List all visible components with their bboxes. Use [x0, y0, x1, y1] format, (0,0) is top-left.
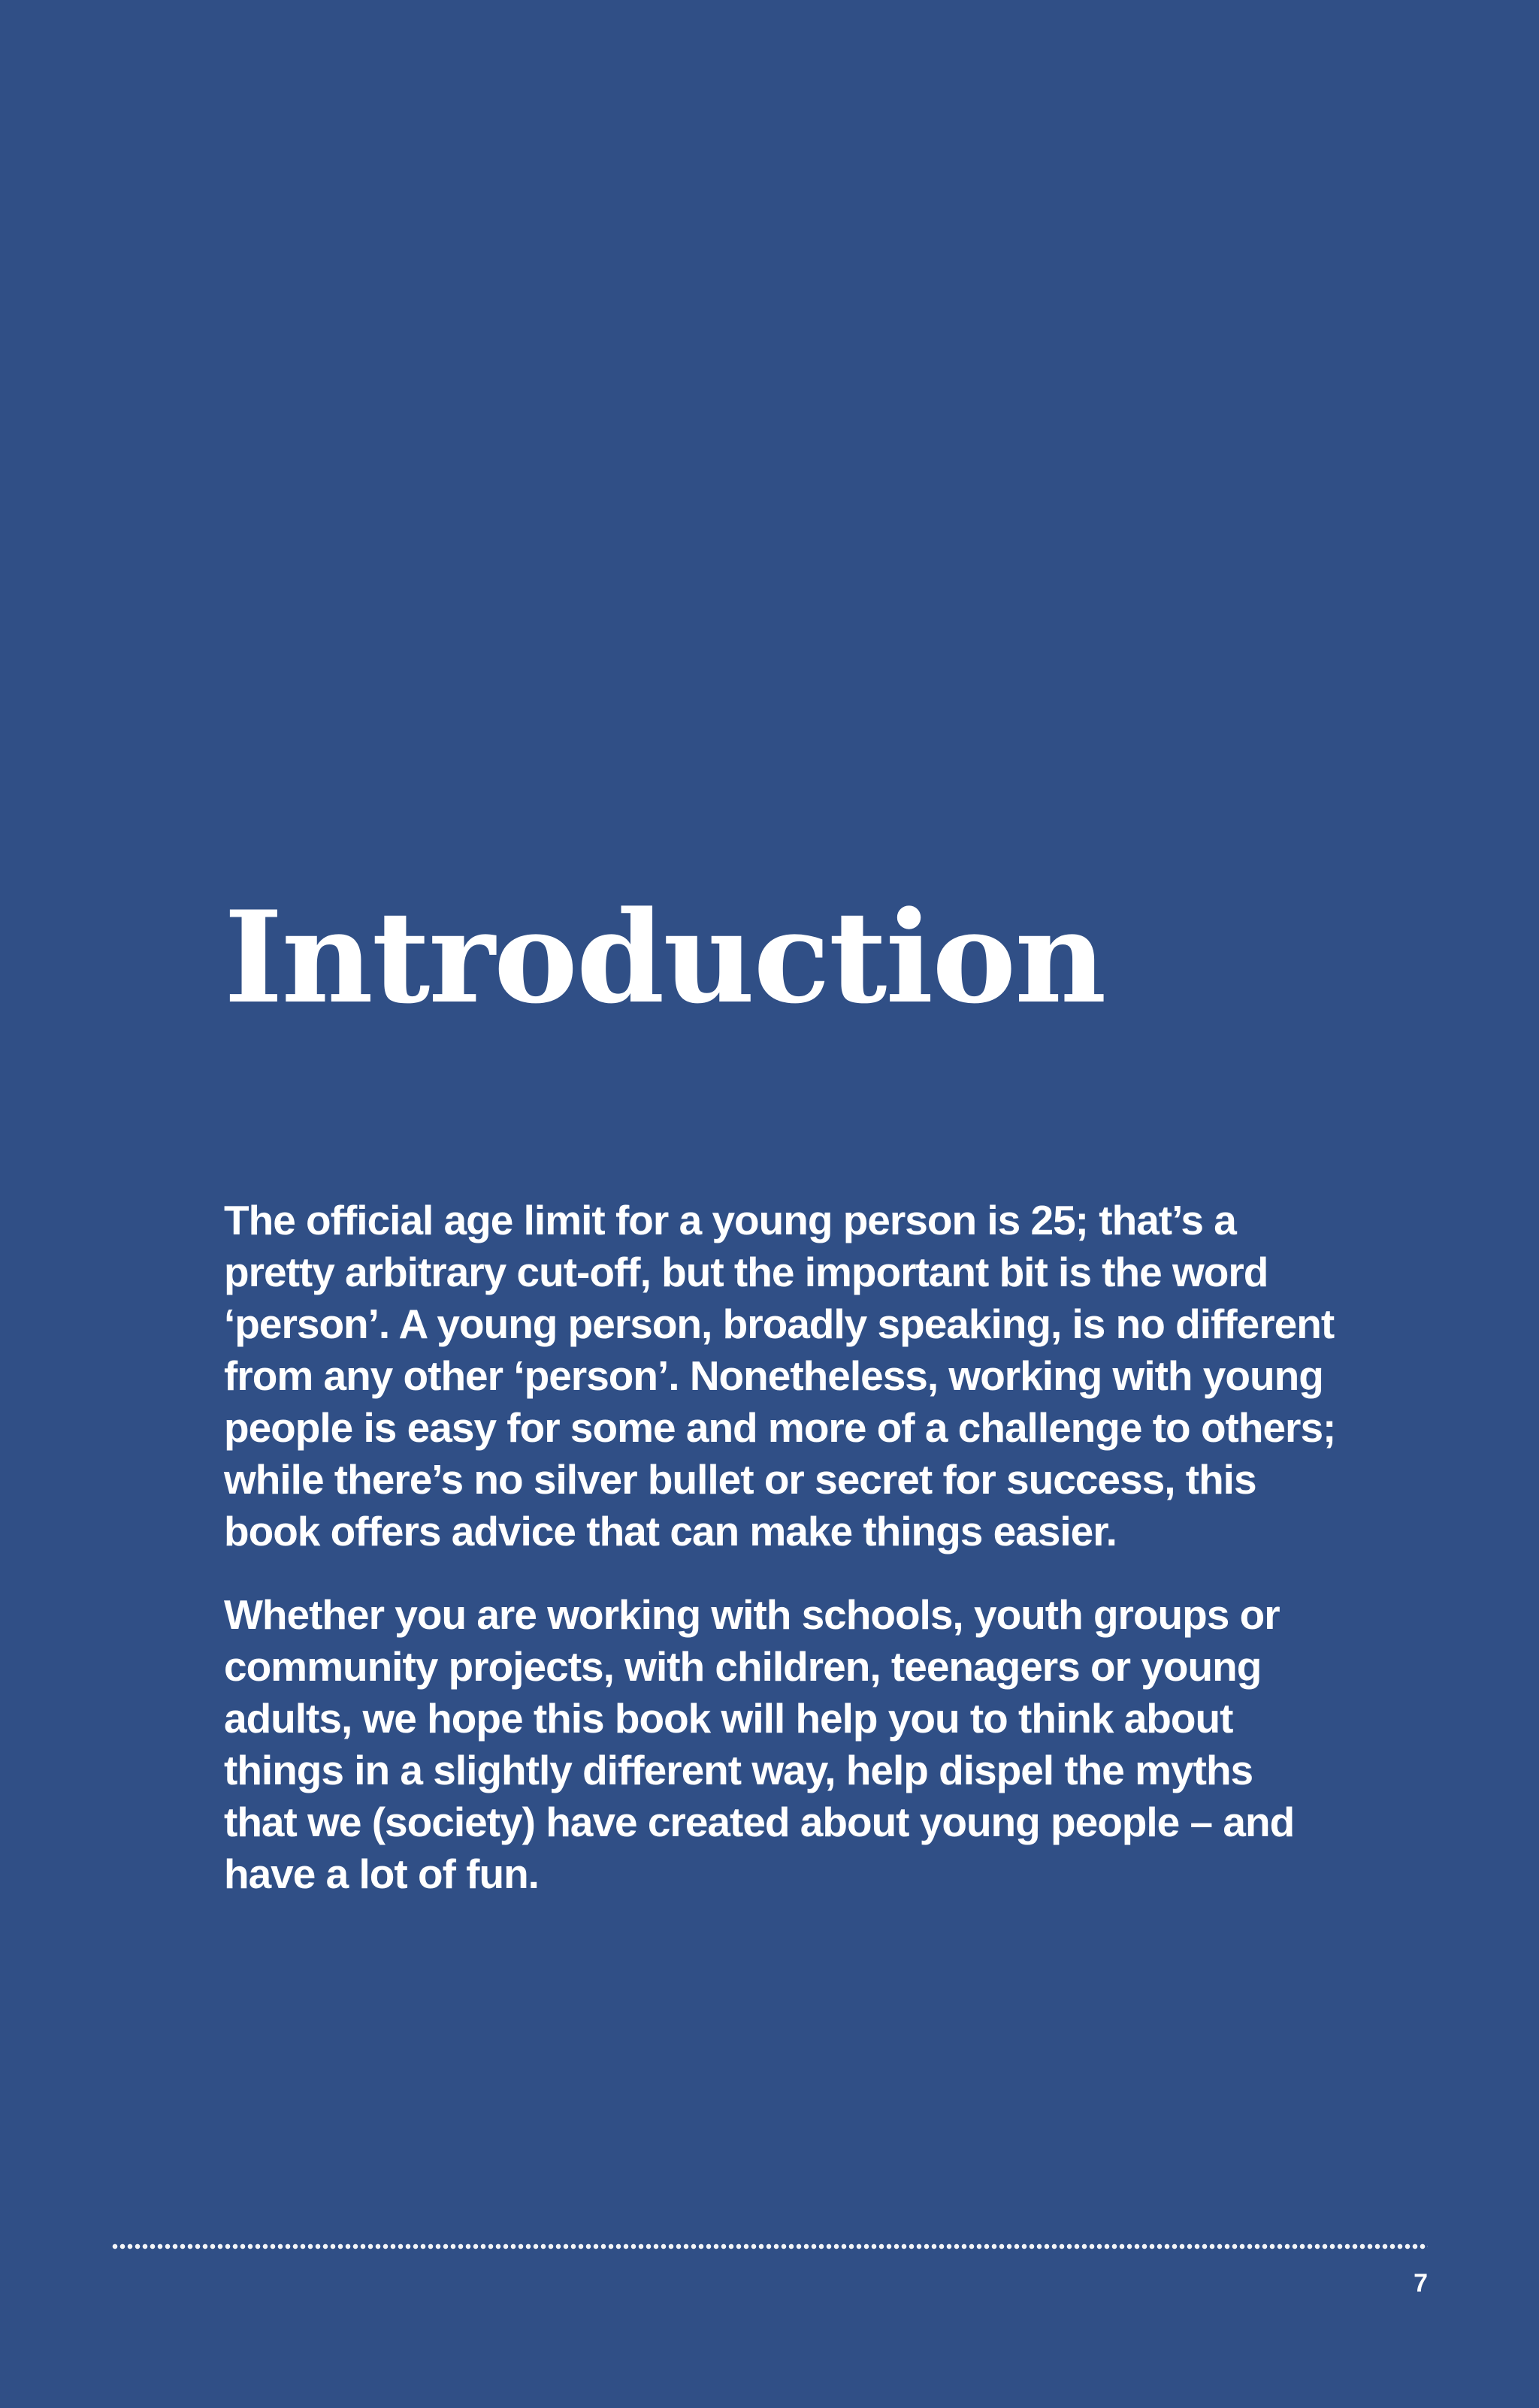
dotted-divider — [111, 2243, 1428, 2250]
paragraph-audience: Whether you are working with schools, youth groups or community projects, with children, teenagers or young adults, we hope this book will help you to think about things in a slightly different way, help dispel the myths that we (society) have created about young people – and have a lot of fun. — [224, 1591, 1295, 1897]
paragraph-intro: The official age limit for a young person is 25; that’s a pretty arbitrary cut-off, but the important bit is the word ‘person’. A young person, broadly speaking, is no different from any other ‘person’. Nonetheless, working with young people is easy for some and more of a challenge to others; while there’s no silver bullet or secret for success, this book offers advice that can make things easier. — [224, 1197, 1336, 1554]
page-title: Introduction — [224, 883, 1105, 1032]
body-text — [224, 1195, 1336, 1932]
page-number: 7 — [1414, 2269, 1428, 2298]
